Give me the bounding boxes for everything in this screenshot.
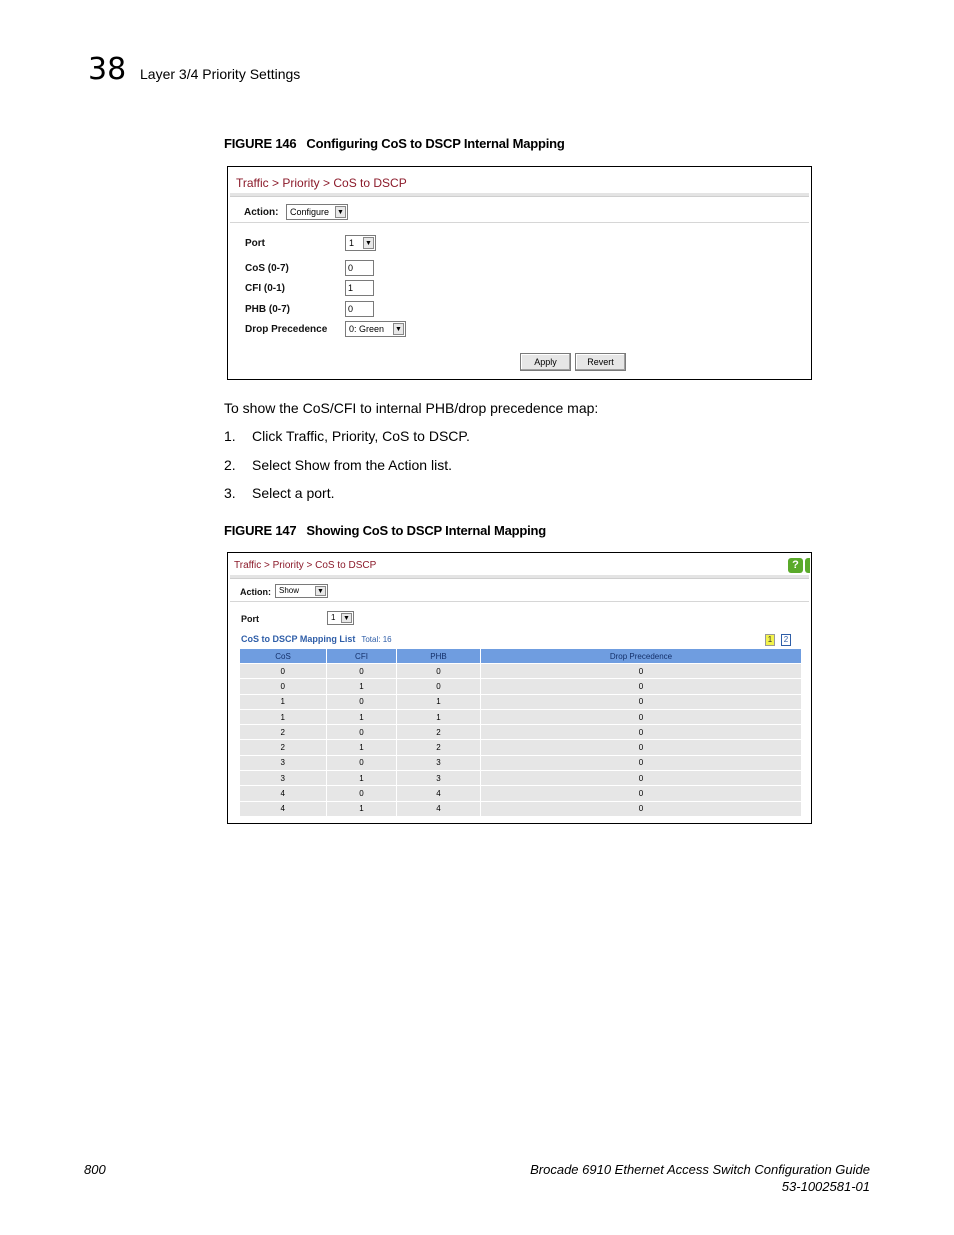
table-header-row: [240, 649, 802, 664]
table-row: [240, 740, 802, 755]
cell-cfi: 0: [327, 664, 397, 679]
doc-number: 53-1002581-01: [781, 1179, 870, 1194]
column-header-cos[interactable]: CoS: [240, 649, 327, 664]
cell-cfi: 0: [327, 725, 397, 740]
mapping-table: [239, 648, 802, 817]
help-icon-secondary[interactable]: [805, 558, 810, 573]
cell-drop-precedence: 0: [481, 694, 802, 709]
table-row: [240, 755, 802, 770]
step-text: Select Show from the Action list.: [252, 457, 452, 473]
cell-drop-precedence: 0: [481, 664, 802, 679]
page-2-link[interactable]: 2: [781, 634, 791, 646]
cell-phb: 0: [397, 664, 481, 679]
step-number: 2.: [224, 457, 236, 473]
action-select-value: Configure: [290, 207, 330, 217]
cell-cfi: 0: [327, 786, 397, 801]
port-select-value: 1: [331, 613, 336, 622]
drop-precedence-select[interactable]: [345, 321, 406, 337]
chevron-down-icon[interactable]: ▼: [393, 323, 404, 335]
drop-precedence-value: 0: Green: [349, 324, 385, 334]
cell-cos: 2: [240, 740, 327, 755]
chevron-down-icon[interactable]: ▼: [315, 586, 326, 596]
action-label: Action:: [240, 587, 271, 597]
cell-drop-precedence: 0: [481, 771, 802, 786]
cell-phb: 1: [397, 694, 481, 709]
apply-button[interactable]: Apply: [520, 353, 571, 371]
cell-cfi: 1: [327, 740, 397, 755]
help-icon[interactable]: ?: [788, 558, 803, 573]
divider: [230, 575, 809, 579]
cell-drop-precedence: 0: [481, 786, 802, 801]
table-row: [240, 709, 802, 724]
figure-146-caption: [224, 136, 565, 151]
cell-drop-precedence: 0: [481, 740, 802, 755]
port-label: Port: [245, 238, 265, 249]
cell-cfi: 1: [327, 771, 397, 786]
cos-input[interactable]: 0: [345, 260, 374, 276]
table-row: [240, 786, 802, 801]
phb-input[interactable]: 0: [345, 301, 374, 317]
figure-147-title: Showing CoS to DSCP Internal Mapping: [306, 523, 546, 538]
mapping-list-title: [241, 634, 392, 644]
cfi-label: CFI (0-1): [245, 283, 285, 294]
chevron-down-icon[interactable]: ▼: [335, 206, 346, 218]
cell-cos: 1: [240, 709, 327, 724]
cell-cos: 4: [240, 801, 327, 816]
breadcrumb[interactable]: Traffic > Priority > CoS to DSCP: [236, 176, 407, 190]
cell-cos: 4: [240, 786, 327, 801]
port-select-value: 1: [349, 238, 355, 248]
step-number: 1.: [224, 428, 236, 444]
breadcrumb[interactable]: Traffic > Priority > CoS to DSCP: [234, 560, 377, 571]
doc-title: Brocade 6910 Ethernet Access Switch Configuration Guide: [530, 1162, 870, 1177]
intro-text: To show the CoS/CFI to internal PHB/drop precedence map:: [224, 400, 599, 416]
column-header-phb[interactable]: PHB: [397, 649, 481, 664]
figure-147-screenshot: [227, 552, 812, 824]
figure-146-title: Configuring CoS to DSCP Internal Mapping: [306, 136, 565, 151]
figure-147-label: FIGURE 147: [224, 523, 297, 538]
divider: [230, 222, 809, 223]
cell-phb: 2: [397, 740, 481, 755]
cell-cfi: 0: [327, 755, 397, 770]
chevron-down-icon[interactable]: ▼: [363, 237, 374, 249]
column-header-cfi[interactable]: CFI: [327, 649, 397, 664]
figure-147-caption: [224, 523, 546, 538]
table-row: [240, 801, 802, 816]
action-select-value: Show: [279, 586, 300, 595]
cell-phb: 4: [397, 801, 481, 816]
cell-cos: 0: [240, 664, 327, 679]
cell-drop-precedence: 0: [481, 725, 802, 740]
cell-cfi: 1: [327, 709, 397, 724]
figure-146-label: FIGURE 146: [224, 136, 297, 151]
cell-drop-precedence: 0: [481, 679, 802, 694]
table-row: [240, 694, 802, 709]
revert-button[interactable]: Revert: [575, 353, 626, 371]
chapter-title: Layer 3/4 Priority Settings: [140, 66, 301, 82]
port-label: Port: [241, 614, 259, 624]
step-1: [224, 428, 470, 444]
column-header-drop-precedence[interactable]: Drop Precedence: [481, 649, 802, 664]
divider: [230, 193, 809, 197]
step-text: Select a port.: [252, 485, 335, 501]
cos-label: CoS (0-7): [245, 263, 289, 274]
table-row: [240, 664, 802, 679]
port-select[interactable]: [345, 235, 376, 251]
action-label: Action:: [244, 207, 279, 218]
port-select[interactable]: [327, 611, 354, 625]
cell-cos: 1: [240, 694, 327, 709]
cell-phb: 3: [397, 755, 481, 770]
action-select[interactable]: [286, 204, 348, 220]
chapter-number: 38: [88, 52, 127, 87]
drop-precedence-label: Drop Precedence: [245, 324, 328, 335]
chevron-down-icon[interactable]: ▼: [341, 613, 352, 623]
mapping-list-title-text: CoS to DSCP Mapping List: [241, 634, 356, 644]
cell-phb: 1: [397, 709, 481, 724]
figure-146-screenshot: [227, 166, 812, 380]
cell-cfi: 1: [327, 679, 397, 694]
cell-drop-precedence: 0: [481, 709, 802, 724]
cell-cfi: 1: [327, 801, 397, 816]
table-row: [240, 679, 802, 694]
table-row: [240, 771, 802, 786]
step-3: [224, 485, 335, 501]
phb-label: PHB (0-7): [245, 304, 291, 315]
cell-phb: 4: [397, 786, 481, 801]
cell-phb: 3: [397, 771, 481, 786]
cell-cos: 0: [240, 679, 327, 694]
page-1-link[interactable]: 1: [765, 634, 775, 646]
cell-cos: 3: [240, 771, 327, 786]
cell-cfi: 0: [327, 694, 397, 709]
cell-phb: 0: [397, 679, 481, 694]
cfi-input[interactable]: 1: [345, 280, 374, 296]
cell-drop-precedence: 0: [481, 801, 802, 816]
cell-cos: 3: [240, 755, 327, 770]
step-text: Click Traffic, Priority, CoS to DSCP.: [252, 428, 470, 444]
page-number: 800: [84, 1162, 106, 1177]
divider: [230, 601, 809, 602]
table-row: [240, 725, 802, 740]
cell-drop-precedence: 0: [481, 755, 802, 770]
cell-phb: 2: [397, 725, 481, 740]
action-select[interactable]: [275, 584, 328, 598]
step-number: 3.: [224, 485, 236, 501]
step-2: [224, 457, 452, 473]
mapping-list-total: Total: 16: [361, 635, 392, 644]
cell-cos: 2: [240, 725, 327, 740]
